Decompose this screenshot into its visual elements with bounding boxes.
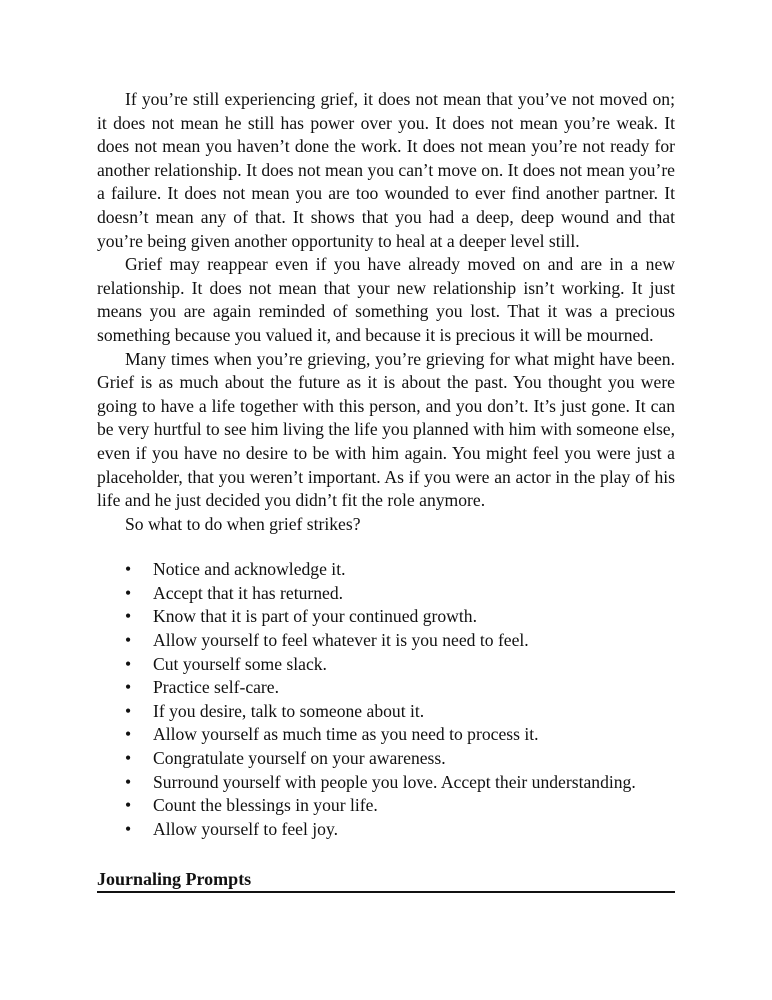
body-paragraph: Many times when you’re grieving, you’re grieving for what might have been. Grief is as much about the future as it is about the past. You thought you were going to have a life together with this person, and you don’t. It’s just gone. It can be very hurtful to see him living the life you planned with him with someone else, even if you have no desire to be with him again. You might feel you were just a placeholder, that you weren’t important. As if you were an actor in the play of his life and he just decided you didn’t fit the role anymore. <box>97 348 675 511</box>
list-item-text: Cut yourself some slack. <box>153 653 327 674</box>
body-paragraph: Grief may reappear even if you have already moved on and are in a new relationship. It does not mean that your new relationship isn’t working. It just means you are again reminded of something you lost. That it was a precious something because you valued it, and because it is precious it will be mourned. <box>97 254 675 345</box>
bullet-icon: • <box>125 630 132 651</box>
list-item-text: Know that it is part of your continued growth. <box>153 606 477 627</box>
bullet-icon: • <box>125 700 132 721</box>
bullet-icon: • <box>125 818 132 839</box>
list-item <box>97 629 675 653</box>
list-item-text: Accept that it has returned. <box>153 582 344 603</box>
list-item <box>97 582 675 606</box>
bullet-icon: • <box>125 559 132 580</box>
bullet-icon: • <box>125 771 132 792</box>
list-item <box>97 676 675 700</box>
list-item <box>97 605 675 629</box>
bullet-icon: • <box>125 582 132 603</box>
bullet-icon: • <box>125 795 132 816</box>
bullet-icon: • <box>125 653 132 674</box>
list-item <box>97 794 675 818</box>
bullet-icon: • <box>125 748 132 769</box>
list-item-text: Surround yourself with people you love. Accept their understanding. <box>153 771 636 792</box>
list-item <box>97 747 675 771</box>
list-item-text: Allow yourself to feel joy. <box>153 818 339 839</box>
bullet-icon: • <box>125 606 132 627</box>
list-item <box>97 700 675 724</box>
document-page <box>97 88 675 893</box>
body-paragraph: If you’re still experiencing grief, it does not mean that you’ve not moved on; it does not mean he still has power over you. It does not mean you’re weak. It does not mean you haven’t done the work. It does not mean you’re not ready for another relationship. It does not mean you can’t move on. It does not mean you’re a failure. It does not mean you are too wounded to ever find another partner. It doesn’t mean any of that. It shows that you had a deep, deep wound and that you’re being given another opportunity to heal at a deeper level still. <box>97 89 675 251</box>
list-item-text: Count the blessings in your life. <box>153 795 378 816</box>
list-item-text: Notice and acknowledge it. <box>153 559 346 580</box>
list-item-text: Allow yourself to feel whatever it is you need to feel. <box>153 630 529 651</box>
list-item-text: Congratulate yourself on your awareness. <box>153 748 446 769</box>
section-heading-rule <box>97 868 675 893</box>
bullet-list <box>97 558 675 841</box>
list-item-text: Allow yourself as much time as you need to process it. <box>153 724 539 745</box>
section-heading: Journaling Prompts <box>97 869 252 890</box>
bullet-icon: • <box>125 724 132 745</box>
list-item <box>97 558 675 582</box>
list-item <box>97 771 675 795</box>
list-item-text: If you desire, talk to someone about it. <box>153 700 425 721</box>
list-item-text: Practice self-care. <box>153 677 279 698</box>
list-item <box>97 818 675 842</box>
bullet-icon: • <box>125 677 132 698</box>
list-item <box>97 653 675 677</box>
question-paragraph: So what to do when grief strikes? <box>125 513 361 534</box>
list-item <box>97 723 675 747</box>
